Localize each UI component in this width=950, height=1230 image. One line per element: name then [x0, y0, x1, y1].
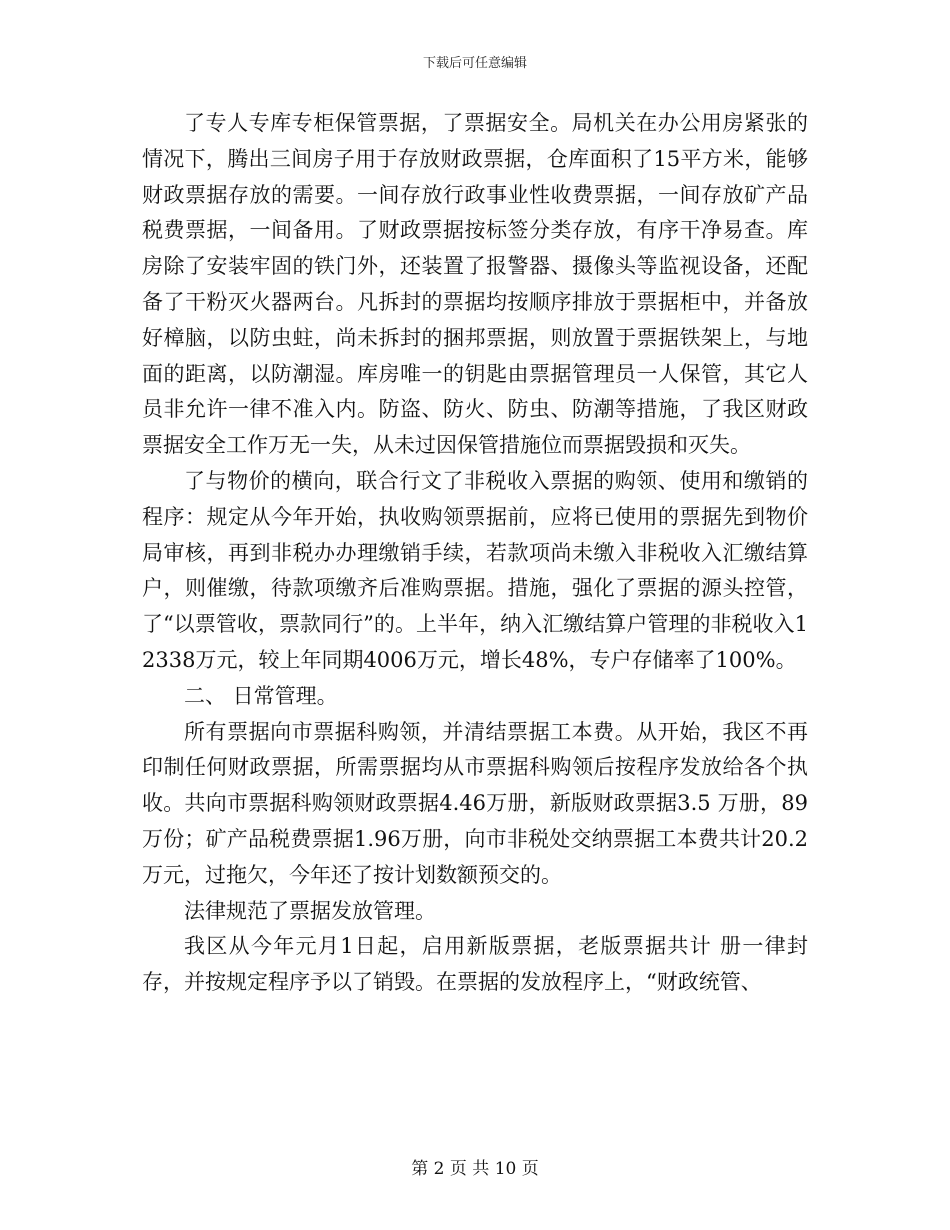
paragraph-coordination: 了与物价的横向，联合行文了非税收入票据的购领、使用和缴销的程序：规定从今年开始，执收购领票据前，应将已使用的票据先到物价局审核，再到非税办办理缴销手续，若款项尚未缴入非税收入汇缴结算户，则催缴，待款项缴齐后准购票据。措施，强化了票据的源头控管，了“以票管收，票款同行”的。上半年，纳入汇缴结算户管理的非税收入12338万元，较上年同期4006万元，增长48%，专户存储率了100%。 [142, 468, 808, 672]
paragraph-distribution-heading: 法律规范了票据发放管理。 [184, 898, 436, 923]
section-heading-daily-management: 二、 日常管理。 [184, 683, 338, 708]
page-footer: 第 2 页 共 10 页 [411, 1159, 539, 1179]
document-body [142, 106, 808, 1001]
paragraph-storage: 了专人专库专柜保管票据，了票据安全。局机关在办公用房紧张的情况下，腾出三间房子用于存放财政票据，仓库面积了15平方米，能够财政票据存放的需要。一间存放行政事业性收费票据，一间存放矿产品税费票据，一间备用。了财政票据按标签分类存放，有序干净易查。库房除了安装牢固的铁门外，还装置了报警器、摄像头等监视设备，还配备了干粉灭火器两台。凡拆封的票据均按顺序排放于票据柜中，并备放好樟脑，以防虫蛀，尚未拆封的捆邦票据，则放置于票据铁架上，与地面的距离，以防潮湿。库房唯一的钥匙由票据管理员一人保管，其它人员非允许一律不准入内。防盗、防火、防虫、防潮等措施，了我区财政票据安全工作万无一失，从未过因保管措施位而票据毁损和灭失。 [142, 111, 808, 458]
paragraph-procurement: 所有票据向市票据科购领，并清结票据工本费。从开始，我区不再印制任何财政票据，所需票据均从市票据科购领后按程序发放给各个执收。共向市票据科购领财政票据4.46万册，新版财政票据3.5 万册，89万份；矿产品税费票据1.96万册，向市非税处交纳票据工本费共计20.2万元，过拖欠，今年还了按计划数额预交的。 [142, 719, 808, 887]
page-header: 下载后可任意编辑 [422, 56, 527, 71]
paragraph-new-tickets: 我区从今年元月1日起，启用新版票据，老版票据共计 册一律封存，并按规定程序予以了销毁。在票据的发放程序上，“财政统管、 [142, 934, 808, 995]
